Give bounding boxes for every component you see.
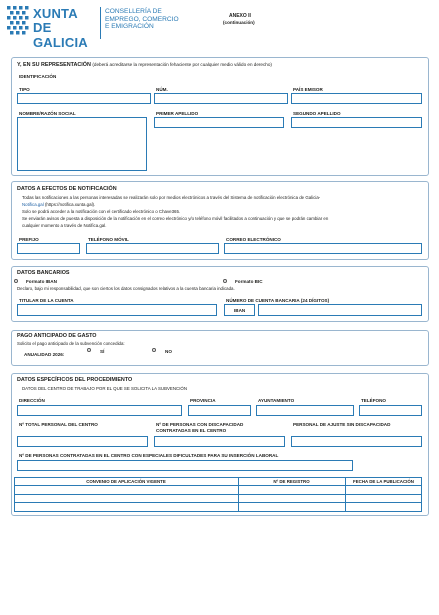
th-registro: Nº DE REGISTRO [273,479,310,484]
iban-prefix-label: IBAN [234,308,246,313]
notification-line2: Notifica.gal (https://notifica.xunta.gal). [22,202,96,207]
representation-title-note: (deberá acreditarse la representación fehaciente por cualquier medio válido en derecho) [92,62,272,67]
discapacidad-label [156,422,243,434]
notification-title: DATOS A EFECTOS DE NOTIFICACIÓN [17,186,117,192]
ajuste-label: PERSONAL DE AJUSTE SIN DISCAPACIDAD [293,422,391,427]
bic-option-label: Formato BIC [235,279,263,284]
num-label: NÚM. [156,87,168,92]
notifica-link[interactable]: Notifica.gal [22,202,44,207]
advance-text: Solicito el pago anticipado de la subvención concedida: [17,341,125,346]
department-line3: E EMIGRACIÓN [105,23,154,31]
xunta-logo [6,4,98,50]
notification-line3: Solo se podrá acceder a la notificación con el certificado electrónico o Chave365. [22,209,181,214]
no-radio[interactable] [152,348,156,352]
telefono-field[interactable] [359,405,422,416]
tipo-field[interactable] [17,93,151,104]
th-convenio: CONVENIO DE APLICACIÓN VIGENTE [86,479,166,484]
provincia-field[interactable] [188,405,251,416]
si-label: SÍ [100,349,105,354]
bank-title: DATOS BANCARIOS [17,270,70,276]
provincia-label: PROVINCIA [190,398,216,403]
direccion-label: DIRECCIÓN [19,398,45,403]
correo-label: CORREO ELECTRÓNICO [226,237,281,242]
iban-option-label: Formato IBAN [26,279,57,284]
annex-label: ANEXO II [229,13,251,19]
num-field[interactable] [154,93,288,104]
department-name [105,8,179,31]
notification-line4: Se enviarán avisos de puesta a disposición de la notificación en el correo electrónico y/o teléfono móvil facilitados a continuación y que se podrán cambiar en [22,216,329,221]
pais-label: PAÍS EMISOR [293,87,323,92]
annex-sub: (continuación) [223,20,255,25]
ayuntamiento-label: AYUNTAMIENTO [258,398,295,403]
titular-field[interactable] [17,304,217,316]
logo-divider [100,7,101,39]
advance-title: PAGO ANTICIPADO DE GASTO [17,333,97,339]
apellido2-field[interactable] [291,117,422,128]
representation-title: Y, EN SU REPRESENTACIÓN (deberá acreditarse la representación fehaciente por cualquier medio válido en derecho) [17,62,272,68]
numero-cuenta-field[interactable] [258,304,422,316]
discapacidad-field[interactable] [154,436,285,447]
telefono-movil-field[interactable] [86,243,219,254]
table-row[interactable] [14,486,422,495]
no-label: NO [165,349,172,354]
especiales-label: Nº DE PERSONAS CONTRATADAS EN EL CENTRO CON ESPECIALES DIFICULTADES PARA SU INSERCIÓN LABORAL [19,453,279,458]
department-line1: CONSELLERÍA DE [105,8,162,15]
logo-line2: DE GALICIA [33,20,88,50]
iban-radio[interactable] [14,279,18,283]
ajuste-field[interactable] [291,436,422,447]
department-line2: EMPREGO, COMERCIO [105,15,179,23]
telefono-label: TELÉFONO [361,398,387,403]
total-personal-field[interactable] [17,436,148,447]
logo-line1: XUNTA [33,6,78,21]
nombre-field[interactable] [17,117,147,171]
correo-field[interactable] [224,243,422,254]
prefijo-field[interactable] [17,243,80,254]
ayuntamiento-field[interactable] [256,405,354,416]
table-row[interactable] [14,495,422,503]
apellido2-label: SEGUNDO APELLIDO [293,111,341,116]
xunta-shield-icon [6,5,30,41]
total-personal-label: Nº TOTAL PERSONAL DEL CENTRO [19,422,98,427]
table-row[interactable] [14,503,422,512]
discapacidad-label-line1: Nº DE PERSONAS CON DISCAPACIDAD [156,422,244,427]
especiales-field[interactable] [17,460,353,471]
procedure-subtitle: DATOS DEL CENTRO DE TRABAJO POR EL QUE SE SOLICITA LA SUBVENCIÓN [22,386,188,391]
apellido1-field[interactable] [154,117,284,128]
notification-line5: cualquier momento a través de Notifica.gal. [22,223,107,228]
bank-declaration: Declaro, bajo mi responsabilidad, que son ciertos los datos consignados relativos a la cuenta bancaria indicada. [17,286,235,291]
pais-field[interactable] [291,93,422,104]
procedure-title: DATOS ESPECÍFICOS DEL PROCEDIMIENTO [17,377,133,383]
prefijo-label: PREFIJO [19,237,39,242]
numero-cuenta-label: NÚMERO DE CUENTA BANCARIA (24 DÍGITOS) [226,298,330,303]
si-radio[interactable] [87,348,91,352]
th-fecha: FECHA DE LA PUBLICACIÓN [353,479,414,484]
telefono-movil-label: TELÉFONO MÓVIL [88,237,129,242]
apellido1-label: PRIMER APELLIDO [156,111,199,116]
notification-line1: Todas las notificaciones a las personas interesadas se realizarán solo por medios electrónicos a través del Sistema de notificación electrónica de Galicia- [22,195,321,200]
titular-label: TITULAR DE LA CUENTA [19,298,74,303]
anualidad-label: ANUALIDAD 2026: [24,352,65,357]
bic-radio[interactable] [223,279,227,283]
discapacidad-label-line2: CONTRATADAS EN EL CENTRO [156,428,227,433]
direccion-field[interactable] [17,405,182,416]
nombre-label: NOMBRE/RAZÓN SOCIAL [19,111,76,116]
tipo-label: TIPO [19,87,30,92]
identificacion-label: IDENTIFICACIÓN [19,74,57,79]
